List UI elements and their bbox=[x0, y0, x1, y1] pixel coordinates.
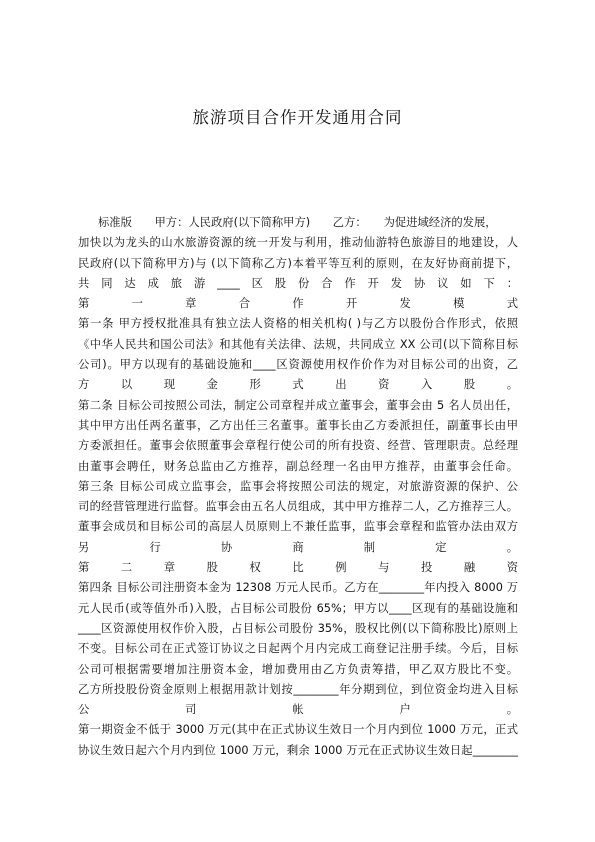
paragraph-line: 董事会成员和目标公司的高层人员原则上不兼任监事，监事会章程和监管办法由双方 bbox=[78, 520, 518, 534]
paragraph-line: 公司)。甲方以现有的基础设施和____区资源使用权作价作为对目标公司的出资，乙 bbox=[78, 358, 518, 372]
paragraph-line: 公司可根据需要增加注册资本金，增加费用由乙方负责筹措，甲乙双方股比不变。 bbox=[78, 662, 518, 676]
paragraph-line: 第一期资金不低于 3000 万元(其中在正式协议生效日一个月内到位 1000 万元，正式 bbox=[78, 723, 518, 737]
paragraph-line: 方以现金形式出资入股。 bbox=[78, 378, 518, 392]
paragraph-line: ____区资源使用权作价入股，占目标公司股份 35%，股权比例(以下简称股比)原则上 bbox=[78, 621, 518, 635]
paragraph-line: 其中甲方出任两名董事，乙方出任三名董事。董事长由乙方委派担任，副董事长由甲 bbox=[78, 418, 518, 432]
paragraph-line: 《中华人民共和国公司法》和其他有关法律、法规，共同成立 XX 公司(以下简称目标 bbox=[78, 337, 518, 351]
paragraph-line: 乙方所投股份资金原则上根据用款计划按________年分期到位，到位资金均进入目标 bbox=[78, 682, 518, 696]
paragraph-line: 第四条 目标公司注册资本金为 12308 万元人民币。乙方在________年内投入 8000 万 bbox=[78, 581, 518, 595]
document-body bbox=[78, 213, 518, 761]
paragraph-line: 第二条 目标公司按照公司法，制定公司章程并成立董事会，董事会由 5 名人员出任， bbox=[78, 398, 518, 412]
paragraph-line: 由董事会聘任，财务总监由乙方推荐，副总经理一名由甲方推荐，由董事会任命。 bbox=[78, 459, 518, 473]
paragraph-line: 元人民币(或等值外币)入股，占目标公司股份 65%；甲方以____区现有的基础设施和 bbox=[78, 601, 518, 615]
paragraph-line: 司的经营管理进行监督。监事会由五名人员组成，其中甲方推荐二人，乙方推荐三人。 bbox=[78, 500, 518, 514]
paragraph-line: 不变。目标公司在正式签订协议之日起两个月内完成工商登记注册手续。今后，目标 bbox=[78, 642, 518, 656]
paragraph-line: 民政府(以下简称甲方)与 (以下简称乙方)本着平等互利的原则，在友好协商前提下， bbox=[78, 256, 518, 270]
paragraph-line: 标准版 甲方：人民政府(以下简称甲方) 乙方： 为促进域经济的发展， bbox=[98, 216, 497, 229]
chapter-heading: 第二章股权比例与投融资 bbox=[78, 561, 518, 575]
chapter-heading: 第一章合作开发模式 bbox=[78, 297, 518, 311]
paragraph-line: 方委派担任。董事会依照董事会章程行使公司的所有投资、经营、管理职责。总经理 bbox=[78, 439, 518, 453]
paragraph-line: 加快以为龙头的山水旅游资源的统一开发与利用，推动仙游特色旅游目的地建设，人 bbox=[78, 236, 518, 250]
paragraph-line: 共同达成旅游____区股份合作开发协议如下： bbox=[78, 276, 518, 290]
paragraph-line: 第三条 目标公司成立监事会，监事会将按照公司法的规定，对旅游资源的保护、公 bbox=[78, 479, 518, 493]
document-title: 旅游项目合作开发通用合同 bbox=[192, 108, 403, 127]
paragraph-line: 公司帐户。 bbox=[78, 703, 518, 717]
paragraph-line: 第一条 甲方授权批准具有独立法人资格的相关机构( )与乙方以股份合作形式，依照 bbox=[78, 317, 518, 331]
paragraph-line: 另行协商制定。 bbox=[78, 540, 518, 554]
paragraph-line: 协议生效日起六个月内到位 1000 万元，剩余 1000 万元在正式协议生效日起________ bbox=[78, 743, 518, 757]
